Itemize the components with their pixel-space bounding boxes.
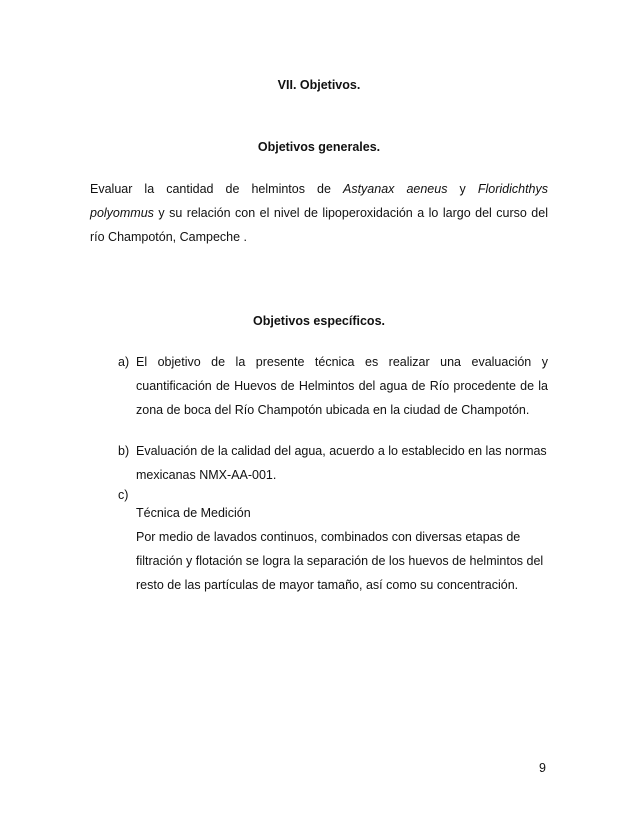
item-b-line-2: mexicanas NMX-AA-001. [136, 468, 277, 482]
item-a-line-3: zona de boca del Río Champotón ubicada en la ciudad de Champotón. [136, 403, 530, 417]
page-number: 9 [539, 761, 546, 775]
species-name: polyommus [90, 206, 154, 220]
general-paragraph-line-3: río Champotón, Campeche . [90, 230, 248, 244]
general-objectives-title: Objetivos generales. [257, 140, 381, 154]
list-marker-b: b) [118, 444, 130, 458]
general-paragraph-line-1 [90, 181, 548, 197]
item-c-title: Técnica de Medición [136, 506, 251, 520]
item-c-line-2: filtración y flotación se logra la separación de los huevos de helmintos del [136, 554, 544, 568]
species-name: Floridichthys [477, 182, 548, 196]
item-b-line-1: Evaluación de la calidad del agua, acuerdo a lo establecido en las normas [136, 444, 547, 458]
section-heading: VII. Objetivos. [277, 78, 361, 92]
text-run: y su relación con el nivel de lipoperoxidación a lo largo del curso del [153, 206, 548, 220]
item-a-line-2: cuantificación de Huevos de Helmintos del agua de Río procedente de la [136, 379, 548, 393]
list-marker-a: a) [118, 355, 130, 369]
item-c-line-1: Por medio de lavados continuos, combinados con diversas etapas de [136, 530, 521, 544]
general-paragraph-line-2 [90, 205, 548, 221]
text-run: y [447, 182, 478, 196]
item-a-line-1: El objetivo de la presente técnica es realizar una evaluación y [136, 355, 548, 369]
list-marker-c: c) [118, 488, 129, 502]
species-name: Astyanax aeneus [342, 182, 448, 196]
specific-objectives-title: Objetivos específicos. [253, 314, 385, 328]
text-run: Evaluar la cantidad de helmintos de [90, 182, 343, 196]
item-c-line-3: resto de las partículas de mayor tamaño, así como su concentración. [136, 578, 519, 592]
